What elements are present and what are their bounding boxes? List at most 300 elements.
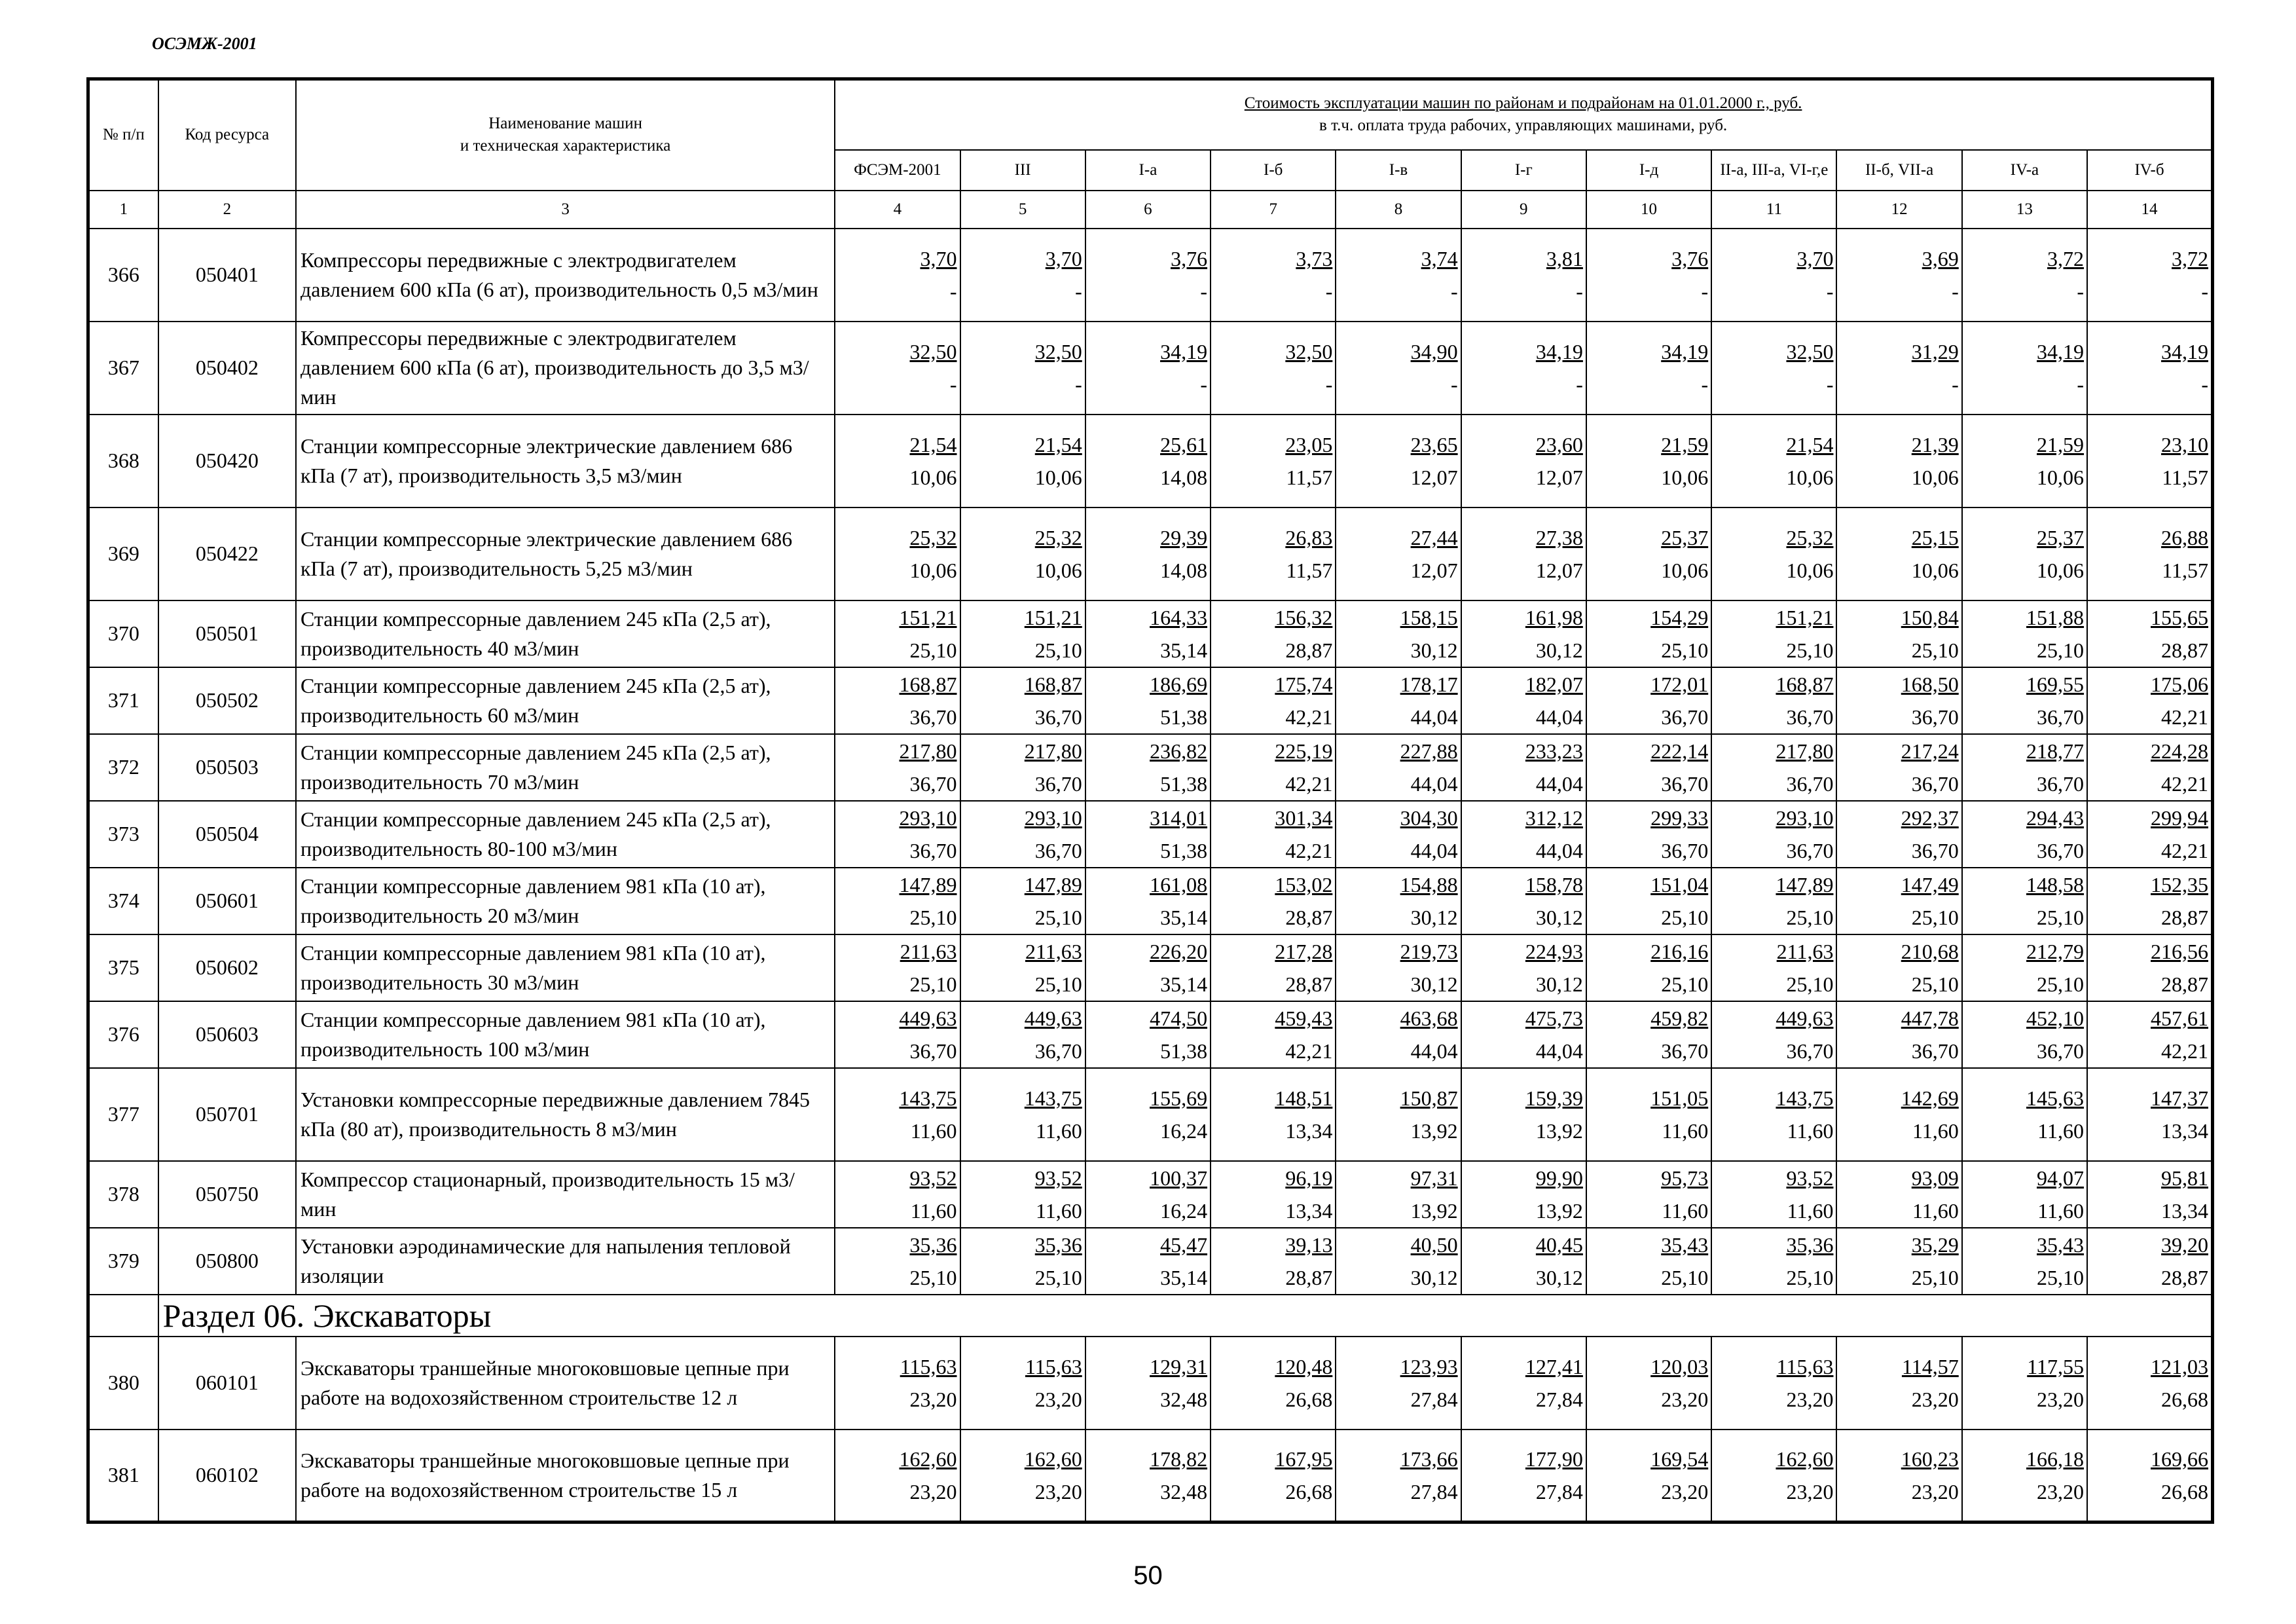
labor-value: 11,60 [1912, 1198, 1959, 1223]
labor-value: 36,70 [1911, 705, 1959, 729]
cost-value: 21,59 [2037, 432, 2085, 456]
value-cell [1836, 1161, 1961, 1228]
value-cell [1461, 1001, 1586, 1068]
cost-value: 34,19 [1661, 339, 1709, 363]
table-row [88, 667, 2213, 734]
cost-value: 148,58 [2026, 872, 2085, 896]
labor-value: 36,70 [1661, 771, 1709, 796]
value-cell [960, 1068, 1085, 1161]
labor-value: 36,70 [2037, 705, 2085, 729]
value-cell [1336, 1228, 1461, 1295]
cost-value: 35,36 [1786, 1232, 1834, 1257]
row-num-cell: 368 [88, 415, 158, 507]
value-cell [1711, 934, 1836, 1001]
labor-value: 28,87 [1285, 638, 1333, 662]
cost-value: 143,75 [1024, 1086, 1082, 1110]
value-cell [1461, 868, 1586, 934]
labor-value: 28,87 [1285, 1265, 1333, 1289]
cost-value: 25,15 [1911, 525, 1959, 549]
cost-value: 40,50 [1410, 1232, 1458, 1257]
header-name-line2: и техническая характеристика [460, 137, 671, 155]
labor-value: - [1075, 279, 1082, 303]
value-cell [835, 229, 960, 322]
cost-value: 120,48 [1275, 1354, 1333, 1378]
cost-value: 168,87 [899, 672, 957, 696]
cost-value: 211,63 [1776, 939, 1834, 963]
row-code-cell: 050750 [158, 1161, 296, 1228]
labor-value: 25,10 [1786, 638, 1834, 662]
labor-value: 36,70 [909, 838, 957, 862]
labor-value: 30,12 [1410, 972, 1458, 996]
labor-value: 25,10 [1911, 972, 1959, 996]
header-name [296, 79, 835, 191]
row-num-cell: 380 [88, 1337, 158, 1430]
cost-value: 186,69 [1150, 672, 1208, 696]
labor-value: 44,04 [1535, 1039, 1583, 1063]
labor-value: 23,20 [1034, 1387, 1082, 1411]
value-cell [1711, 1161, 1836, 1228]
cost-value: 222,14 [1650, 739, 1709, 763]
cost-value: 162,60 [1776, 1447, 1834, 1471]
labor-value: 42,21 [2161, 771, 2208, 796]
cost-value: 123,93 [1400, 1354, 1458, 1378]
value-cell [2087, 229, 2212, 322]
cost-value: 32,50 [1285, 339, 1333, 363]
value-cell [2087, 667, 2212, 734]
labor-value: 44,04 [1535, 705, 1583, 729]
cost-value: 93,52 [909, 1166, 957, 1190]
table-row [88, 1337, 2213, 1430]
value-cell [835, 322, 960, 415]
value-cell [1586, 600, 1711, 667]
value-cell [1962, 868, 2087, 934]
row-code-cell: 050402 [158, 322, 296, 415]
labor-value: 11,57 [2162, 558, 2208, 582]
value-cell [1711, 600, 1836, 667]
cost-value: 154,29 [1650, 605, 1709, 629]
cost-value: 142,69 [1901, 1086, 1959, 1110]
value-cell [960, 934, 1085, 1001]
value-cell [1586, 1068, 1711, 1161]
cost-value: 26,88 [2161, 525, 2208, 549]
value-cell [835, 600, 960, 667]
cost-value: 161,08 [1150, 872, 1208, 896]
row-name-cell: Станции компрессорные давлением 981 кПа (10 ат), производительность 20 м3/мин [296, 868, 835, 934]
value-cell [1586, 507, 1711, 600]
row-num-cell: 373 [88, 801, 158, 868]
value-cell [1711, 1337, 1836, 1430]
labor-value: 32,48 [1160, 1387, 1208, 1411]
cost-value: 175,74 [1275, 672, 1333, 696]
labor-value: 35,14 [1160, 972, 1208, 996]
value-cell [1586, 1228, 1711, 1295]
value-cell [2087, 1337, 2212, 1430]
value-cell [1336, 600, 1461, 667]
cost-value: 3,70 [920, 246, 957, 270]
row-num-cell: 379 [88, 1228, 158, 1295]
labor-value: 44,04 [1410, 1039, 1458, 1063]
value-cell [1336, 868, 1461, 934]
labor-value: 23,20 [1911, 1387, 1959, 1411]
column-number-cell: 12 [1836, 191, 1961, 229]
value-cell [1085, 507, 1211, 600]
cost-value: 168,87 [1024, 672, 1082, 696]
column-number-cell: 13 [1962, 191, 2087, 229]
labor-value: 30,12 [1535, 638, 1583, 662]
region-header-cell: II-а, III-а, VI-г,е [1711, 150, 1836, 191]
value-cell [1836, 801, 1961, 868]
labor-value: 25,10 [1034, 972, 1082, 996]
cost-value: 32,50 [909, 339, 957, 363]
region-header-cell: I-б [1211, 150, 1336, 191]
value-cell [1461, 667, 1586, 734]
value-cell [1962, 1228, 2087, 1295]
value-cell [1461, 229, 1586, 322]
value-cell [1962, 507, 2087, 600]
labor-value: 30,12 [1535, 972, 1583, 996]
value-cell [1836, 415, 1961, 507]
cost-value: 474,50 [1150, 1006, 1208, 1030]
value-cell [1586, 868, 1711, 934]
region-header-cell: I-в [1336, 150, 1461, 191]
cost-value: 21,39 [1911, 432, 1959, 456]
cost-value: 151,04 [1650, 872, 1709, 896]
labor-value: 27,84 [1410, 1479, 1458, 1504]
value-cell [960, 1337, 1085, 1430]
cost-value: 127,41 [1525, 1354, 1583, 1378]
value-cell [1085, 1228, 1211, 1295]
cost-value: 216,56 [2151, 939, 2208, 963]
labor-value: 28,87 [2161, 972, 2208, 996]
cost-value: 147,89 [1776, 872, 1834, 896]
cost-value: 299,94 [2151, 805, 2208, 830]
value-cell [1336, 1430, 1461, 1522]
cost-value: 164,33 [1150, 605, 1208, 629]
labor-value: - [2201, 372, 2208, 396]
cost-value: 217,80 [899, 739, 957, 763]
cost-value: 27,38 [1535, 525, 1583, 549]
cost-value: 94,07 [2037, 1166, 2085, 1190]
row-name-cell: Компрессоры передвижные с электродвигателем давлением 600 кПа (6 ат), производительность 0,5 м3/мин [296, 229, 835, 322]
cost-value: 152,35 [2151, 872, 2208, 896]
labor-value: 25,10 [1786, 1265, 1834, 1289]
labor-value: 51,38 [1160, 1039, 1208, 1063]
value-cell [1461, 415, 1586, 507]
cost-value: 225,19 [1275, 739, 1333, 763]
row-code-cell: 050502 [158, 667, 296, 734]
column-number-row [88, 191, 2213, 229]
value-cell [1085, 1068, 1211, 1161]
row-num-cell: 378 [88, 1161, 158, 1228]
labor-value: 25,10 [1911, 638, 1959, 662]
labor-value: 11,57 [1286, 558, 1333, 582]
value-cell [2087, 868, 2212, 934]
value-cell [1336, 1068, 1461, 1161]
table-row [88, 868, 2213, 934]
cost-value: 217,28 [1275, 939, 1333, 963]
labor-value: 13,34 [2161, 1198, 2208, 1223]
cost-value: 224,93 [1525, 939, 1583, 963]
cost-value: 447,78 [1901, 1006, 1959, 1030]
row-code-cell: 060101 [158, 1337, 296, 1430]
value-cell [1211, 734, 1336, 801]
row-name-cell: Станции компрессорные давлением 981 кПа (10 ат), производительность 100 м3/мин [296, 1001, 835, 1068]
labor-value: 42,21 [2161, 1039, 2208, 1063]
value-cell [835, 801, 960, 868]
value-cell [1211, 934, 1336, 1001]
value-cell [2087, 1068, 2212, 1161]
labor-value: 25,10 [1911, 905, 1959, 929]
row-name-cell: Установки компрессорные передвижные давлением 7845 кПа (80 ат), производительность 8 м3/мин [296, 1068, 835, 1161]
labor-value: 12,07 [1535, 558, 1583, 582]
labor-value: - [949, 279, 957, 303]
value-cell [1711, 734, 1836, 801]
value-cell [1211, 1001, 1336, 1068]
labor-value: 25,10 [1034, 905, 1082, 929]
region-header-cell: IV-б [2087, 150, 2212, 191]
value-cell [960, 1001, 1085, 1068]
cost-value: 218,77 [2026, 739, 2085, 763]
value-cell [835, 868, 960, 934]
labor-value: 30,12 [1410, 1265, 1458, 1289]
labor-value: 14,08 [1160, 465, 1208, 489]
cost-value: 3,70 [1045, 246, 1082, 270]
value-cell [1962, 934, 2087, 1001]
labor-value: 11,60 [1912, 1118, 1959, 1143]
table-row [88, 1161, 2213, 1228]
labor-value: 26,68 [1285, 1479, 1333, 1504]
column-number-cell: 8 [1336, 191, 1461, 229]
value-cell [1836, 1001, 1961, 1068]
cost-value: 212,79 [2026, 939, 2085, 963]
labor-value: 13,34 [1285, 1118, 1333, 1143]
labor-value: - [1576, 279, 1583, 303]
value-cell [1085, 801, 1211, 868]
cost-value: 216,16 [1650, 939, 1709, 963]
value-cell [1336, 1161, 1461, 1228]
labor-value: 25,10 [909, 638, 957, 662]
value-cell [835, 1430, 960, 1522]
row-num-cell: 370 [88, 600, 158, 667]
cost-value: 115,63 [900, 1354, 957, 1378]
table-row [88, 1068, 2213, 1161]
value-cell [1586, 415, 1711, 507]
cost-value: 151,21 [899, 605, 957, 629]
value-cell [960, 1228, 1085, 1295]
labor-value: 36,70 [1661, 705, 1709, 729]
cost-value: 151,05 [1650, 1086, 1709, 1110]
value-cell [1836, 734, 1961, 801]
table-row [88, 934, 2213, 1001]
value-cell [1085, 322, 1211, 415]
value-cell [1085, 600, 1211, 667]
labor-value: 16,24 [1160, 1198, 1208, 1223]
labor-value: 11,57 [2162, 465, 2208, 489]
cost-value: 150,87 [1400, 1086, 1458, 1110]
value-cell [1711, 868, 1836, 934]
cost-value: 35,36 [909, 1232, 957, 1257]
cost-value: 97,31 [1410, 1166, 1458, 1190]
cost-value: 35,29 [1911, 1232, 1959, 1257]
labor-value: 11,60 [1662, 1198, 1709, 1223]
value-cell [1962, 734, 2087, 801]
labor-value: 25,10 [1786, 905, 1834, 929]
value-cell [1336, 734, 1461, 801]
labor-value: 25,10 [2037, 638, 2085, 662]
value-cell [1586, 667, 1711, 734]
labor-value: 25,10 [2037, 905, 2085, 929]
value-cell [1711, 507, 1836, 600]
value-cell [1711, 1001, 1836, 1068]
cost-value: 148,51 [1275, 1086, 1333, 1110]
labor-value: 35,14 [1160, 638, 1208, 662]
value-cell [1085, 229, 1211, 322]
column-number-cell: 9 [1461, 191, 1586, 229]
cost-value: 155,65 [2151, 605, 2208, 629]
cost-value: 3,72 [2172, 246, 2208, 270]
labor-value: 13,92 [1535, 1118, 1583, 1143]
cost-value: 34,90 [1410, 339, 1458, 363]
cost-value: 35,43 [1661, 1232, 1709, 1257]
labor-value: 36,70 [1786, 771, 1834, 796]
labor-value: 30,12 [1535, 905, 1583, 929]
labor-value: 25,10 [1911, 1265, 1959, 1289]
value-cell [1461, 507, 1586, 600]
labor-value: 10,06 [2037, 558, 2085, 582]
cost-value: 34,19 [2037, 339, 2085, 363]
value-cell [1085, 667, 1211, 734]
value-cell [1336, 322, 1461, 415]
cost-value: 292,37 [1901, 805, 1959, 830]
value-cell [1085, 1337, 1211, 1430]
row-num-cell: 369 [88, 507, 158, 600]
cost-value: 217,24 [1901, 739, 1959, 763]
value-cell [1211, 868, 1336, 934]
cost-value: 3,76 [1671, 246, 1709, 270]
value-cell [1962, 600, 2087, 667]
value-cell [835, 934, 960, 1001]
cost-value: 35,43 [2037, 1232, 2085, 1257]
cost-value: 459,43 [1275, 1006, 1333, 1030]
cost-value: 457,61 [2151, 1006, 2208, 1030]
value-cell [1211, 415, 1336, 507]
cost-value: 155,69 [1150, 1086, 1208, 1110]
value-cell [2087, 600, 2212, 667]
table-row [88, 801, 2213, 868]
labor-value: 23,20 [909, 1479, 957, 1504]
value-cell [835, 1161, 960, 1228]
cost-value: 169,55 [2026, 672, 2085, 696]
row-code-cell: 050602 [158, 934, 296, 1001]
value-cell [1085, 415, 1211, 507]
cost-value: 449,63 [1776, 1006, 1834, 1030]
labor-value: 13,92 [1410, 1198, 1458, 1223]
value-cell [1836, 868, 1961, 934]
cost-value: 25,37 [1661, 525, 1709, 549]
value-cell [1085, 734, 1211, 801]
labor-value: 10,06 [1786, 465, 1834, 489]
cost-value: 161,98 [1525, 605, 1583, 629]
value-cell [835, 1228, 960, 1295]
cost-value: 293,10 [1776, 805, 1834, 830]
cost-value: 159,39 [1525, 1086, 1583, 1110]
labor-value: 30,12 [1410, 905, 1458, 929]
value-cell [1461, 1337, 1586, 1430]
value-cell [1211, 801, 1336, 868]
labor-value: 12,07 [1410, 465, 1458, 489]
labor-value: 51,38 [1160, 771, 1208, 796]
labor-value: 42,21 [1285, 705, 1333, 729]
cost-value: 459,82 [1650, 1006, 1709, 1030]
labor-value: 25,10 [1661, 1265, 1709, 1289]
labor-value: 42,21 [2161, 705, 2208, 729]
value-cell [2087, 801, 2212, 868]
cost-value: 147,89 [899, 872, 957, 896]
labor-value: 35,14 [1160, 905, 1208, 929]
value-cell [1711, 801, 1836, 868]
labor-value: 44,04 [1410, 705, 1458, 729]
cost-value: 23,65 [1410, 432, 1458, 456]
labor-value: 23,20 [1661, 1387, 1709, 1411]
cost-value: 158,15 [1400, 605, 1458, 629]
cost-value: 169,66 [2151, 1447, 2208, 1471]
cost-value: 115,63 [1776, 1354, 1834, 1378]
labor-value: 10,06 [1034, 558, 1082, 582]
value-cell [1336, 1337, 1461, 1430]
value-cell [1211, 229, 1336, 322]
cost-value: 29,39 [1160, 525, 1208, 549]
table-header [88, 79, 2213, 229]
labor-value: 23,20 [1034, 1479, 1082, 1504]
cost-value: 34,19 [2161, 339, 2208, 363]
value-cell [2087, 322, 2212, 415]
value-cell [1461, 600, 1586, 667]
row-name-cell: Экскаваторы траншейные многоковшовые цепные при работе на водохозяйственном строительстве 15 л [296, 1430, 835, 1522]
cost-value: 219,73 [1400, 939, 1458, 963]
value-cell [1336, 934, 1461, 1001]
labor-value: 36,70 [2037, 771, 2085, 796]
value-cell [1962, 322, 2087, 415]
cost-value: 145,63 [2026, 1086, 2085, 1110]
labor-value: 32,48 [1160, 1479, 1208, 1504]
labor-value: 36,70 [1786, 705, 1834, 729]
cost-value: 23,60 [1535, 432, 1583, 456]
row-name-cell: Компрессоры передвижные с электродвигателем давлением 600 кПа (6 ат), производительность до 3,5 м3/мин [296, 322, 835, 415]
region-header-cell: ФСЭМ-2001 [835, 150, 960, 191]
table-row [88, 229, 2213, 322]
row-code-cell: 050422 [158, 507, 296, 600]
column-number-cell: 1 [88, 191, 158, 229]
cost-value: 40,45 [1535, 1232, 1583, 1257]
cost-value: 211,63 [900, 939, 957, 963]
table-row [88, 415, 2213, 507]
column-number-cell: 6 [1085, 191, 1211, 229]
labor-value: 25,10 [2037, 972, 2085, 996]
cost-value: 100,37 [1150, 1166, 1208, 1190]
cost-value: 293,10 [1024, 805, 1082, 830]
labor-value: 28,87 [1285, 972, 1333, 996]
value-cell [960, 667, 1085, 734]
cost-value: 114,57 [1901, 1354, 1959, 1378]
value-cell [1085, 1001, 1211, 1068]
value-cell [960, 415, 1085, 507]
labor-value: 25,10 [909, 972, 957, 996]
labor-value: 10,06 [1661, 558, 1709, 582]
cost-value: 160,23 [1901, 1447, 1959, 1471]
labor-value: 44,04 [1535, 771, 1583, 796]
labor-value: 10,06 [2037, 465, 2085, 489]
cost-value: 27,44 [1410, 525, 1458, 549]
